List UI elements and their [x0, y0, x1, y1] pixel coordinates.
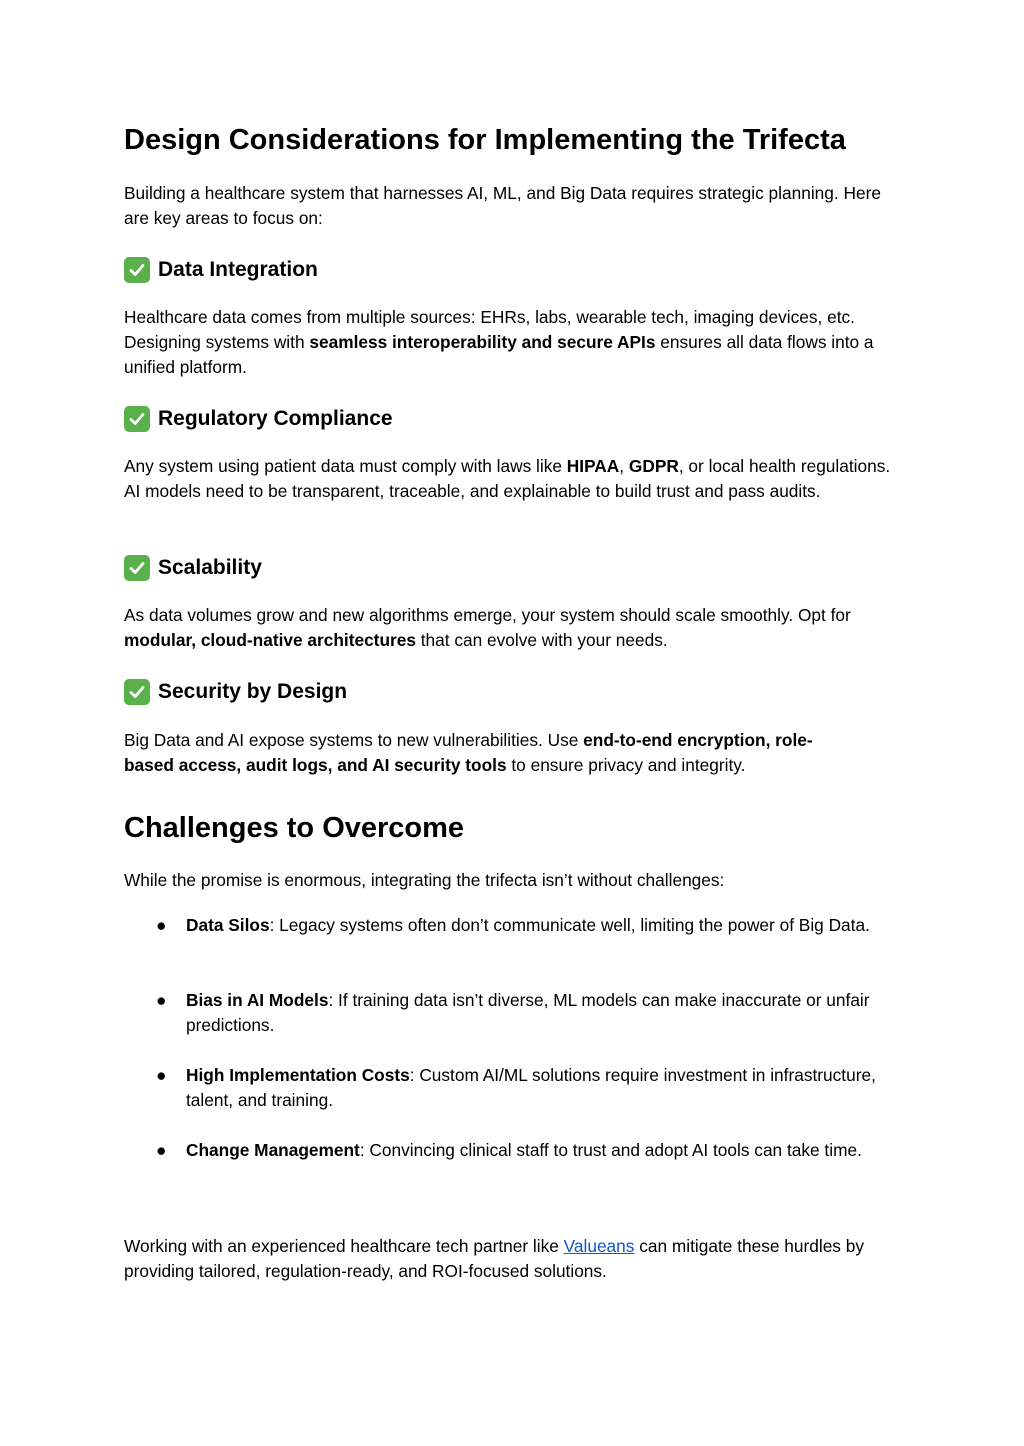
paragraph-text: Working with an experienced healthcare tech partner like — [124, 1236, 564, 1256]
paragraph-bold-text: GDPR — [628, 456, 679, 476]
section-heading-label: Regulatory Compliance — [158, 407, 393, 430]
list-item — [156, 1063, 896, 1113]
section-heading-security-by-design — [124, 678, 347, 706]
section-heading-regulatory-compliance — [124, 405, 393, 433]
list-item — [156, 1138, 896, 1163]
paragraph-text: Any system using patient data must comply with laws like — [124, 456, 567, 476]
intro-paragraph: Building a healthcare system that harnesses AI, ML, and Big Data requires strategic planning. Here are key areas to focus on: — [124, 183, 881, 228]
list-item — [156, 988, 896, 1038]
paragraph-text: , or local health regulations. AI models need to be transparent, traceable, and explainable to build trust and pass audits. — [124, 456, 891, 501]
challenges-intro: While the promise is enormous, integrating the trifecta isn’t without challenges: — [124, 870, 725, 890]
list-item-bold-label: Data Silos — [186, 915, 270, 935]
list-item-bold-label: Change Management — [186, 1140, 360, 1160]
paragraph-text: As data volumes grow and new algorithms emerge, your system should scale smoothly. Opt for — [124, 605, 851, 625]
check-mark-icon — [124, 679, 150, 705]
paragraph-text: ensures all data flows into a unified platform. — [124, 332, 874, 377]
paragraph-text: Healthcare data comes from multiple sources: EHRs, labs, wearable tech, imaging devices, etc. Designing systems with — [124, 307, 855, 352]
paragraph-text: to ensure privacy and integrity. — [506, 755, 746, 775]
paragraph-bold-text: end-to-end encryption, role-based access, audit logs, and AI security tools — [124, 730, 813, 775]
paragraph-text: can mitigate these hurdles by providing tailored, regulation-ready, and ROI-focused solutions. — [124, 1236, 865, 1281]
section-paragraph-data-integration — [124, 305, 904, 380]
list-item-text: : Legacy systems often don’t communicate well, limiting the power of Big Data. — [269, 915, 870, 935]
check-mark-icon — [124, 555, 150, 581]
page-title: Design Considerations for Implementing the Trifecta — [124, 124, 846, 156]
section-heading-label: Security by Design — [158, 680, 348, 703]
section-heading-data-integration — [124, 256, 318, 284]
paragraph-bold-text: seamless interoperability and secure APIs — [309, 332, 656, 352]
paragraph-text: Big Data and AI expose systems to new vulnerabilities. Use — [124, 730, 584, 750]
list-item-text: : If training data isn’t diverse, ML models can make inaccurate or unfair predictions. — [186, 990, 870, 1035]
bullet-icon: ● — [156, 990, 167, 1010]
valueans-link[interactable]: Valueans — [563, 1236, 635, 1256]
paragraph-text: , — [619, 456, 629, 476]
paragraph-bold-text: modular, cloud-native architectures — [124, 630, 416, 650]
closing-paragraph — [124, 1234, 904, 1284]
check-mark-icon — [124, 406, 150, 432]
section-heading-label: Scalability — [158, 556, 262, 579]
bullet-icon: ● — [156, 1065, 167, 1085]
paragraph-bold-text: HIPAA — [566, 456, 620, 476]
bullet-icon: ● — [156, 915, 167, 935]
section-heading-scalability — [124, 554, 262, 582]
section-paragraph-regulatory-compliance — [124, 454, 904, 504]
list-item — [156, 913, 896, 938]
check-mark-icon — [124, 257, 150, 283]
challenges-title: Challenges to Overcome — [124, 812, 465, 844]
section-paragraph-security-by-design — [124, 728, 854, 778]
bullet-icon: ● — [156, 1140, 167, 1160]
list-item-text: : Convincing clinical staff to trust and adopt AI tools can take time. — [359, 1140, 862, 1160]
paragraph-text: that can evolve with your needs. — [415, 630, 668, 650]
list-item-text: : Custom AI/ML solutions require investment in infrastructure, talent, and training. — [186, 1065, 876, 1110]
list-item-bold-label: High Implementation Costs — [186, 1065, 410, 1085]
list-item-bold-label: Bias in AI Models — [186, 990, 329, 1010]
section-heading-label: Data Integration — [158, 258, 318, 281]
section-paragraph-scalability — [124, 603, 904, 653]
